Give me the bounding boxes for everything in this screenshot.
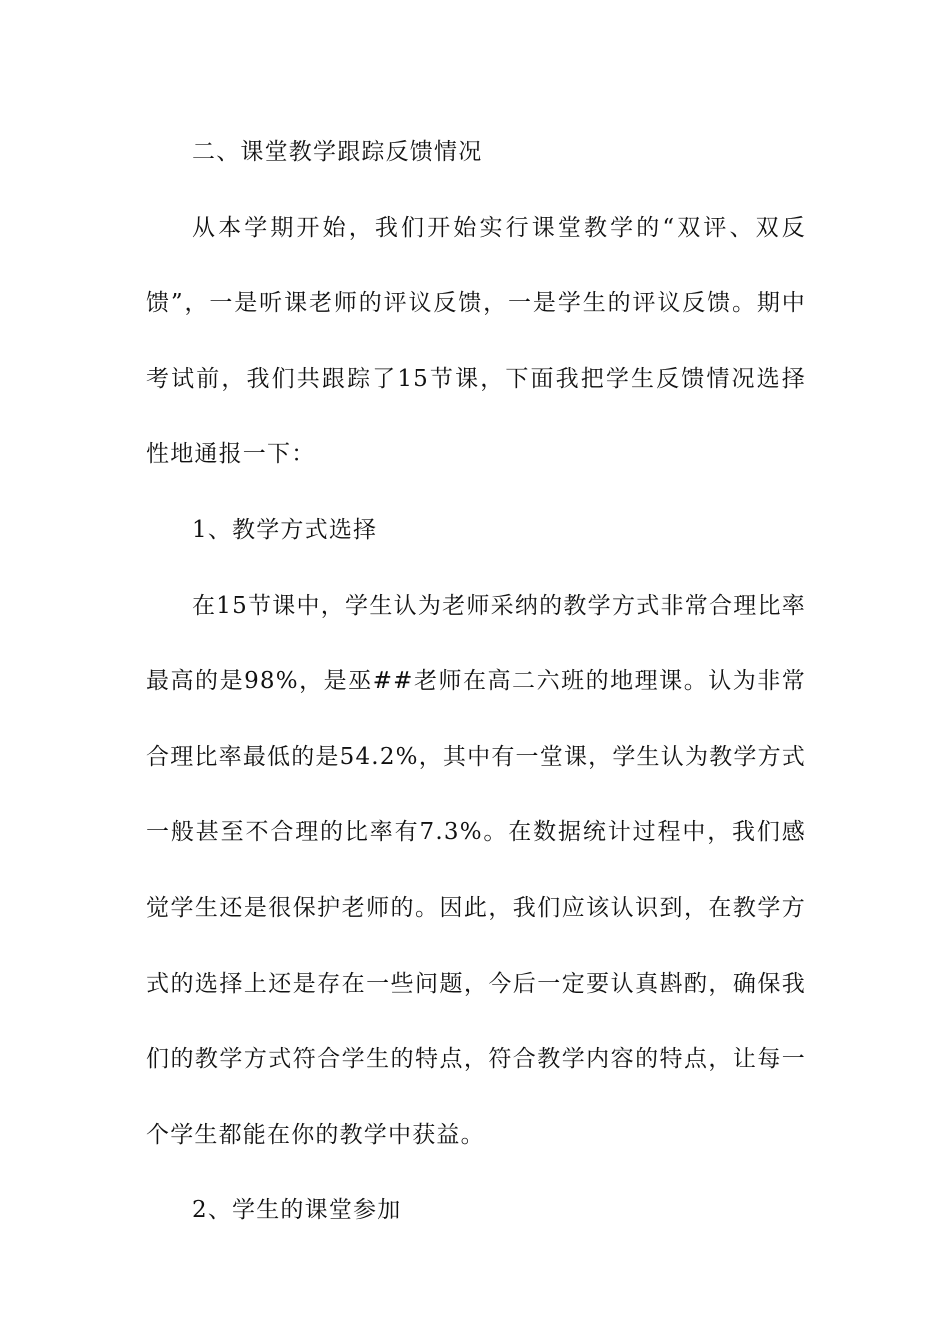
section-heading: 二、课堂教学跟踪反馈情况 — [192, 139, 483, 165]
document-body — [146, 115, 806, 1249]
subsection-1-paragraph: 在15节课中，学生认为老师采纳的教学方式非常合理比率最高的是98%，是巫##老师在高二六班的地理课。认为非常合理比率最低的是54.2%，其中有一堂课，学生认为教学方式一般甚至不合理的比率有7.3%。在数据统计过程中，我们感觉学生还是很保护老师的。因此，我们应该认识到，在教学方式的选择上还是存在一些问题，今后一定要认真斟酌，确保我们的教学方式符合学生的特点，符合教学内容的特点，让每一个学生都能在你的教学中获益。 — [146, 592, 806, 1148]
subsection-1-heading: 1、教学方式选择 — [192, 516, 378, 543]
intro-paragraph: 从本学期开始，我们开始实行课堂教学的“双评、双反馈”，一是听课老师的评议反馈，一是学生的评议反馈。期中考试前，我们共跟踪了15节课，下面我把学生反馈情况选择性地通报一下： — [146, 214, 806, 468]
subsection-2-heading: 2、学生的课堂参加 — [192, 1197, 402, 1224]
